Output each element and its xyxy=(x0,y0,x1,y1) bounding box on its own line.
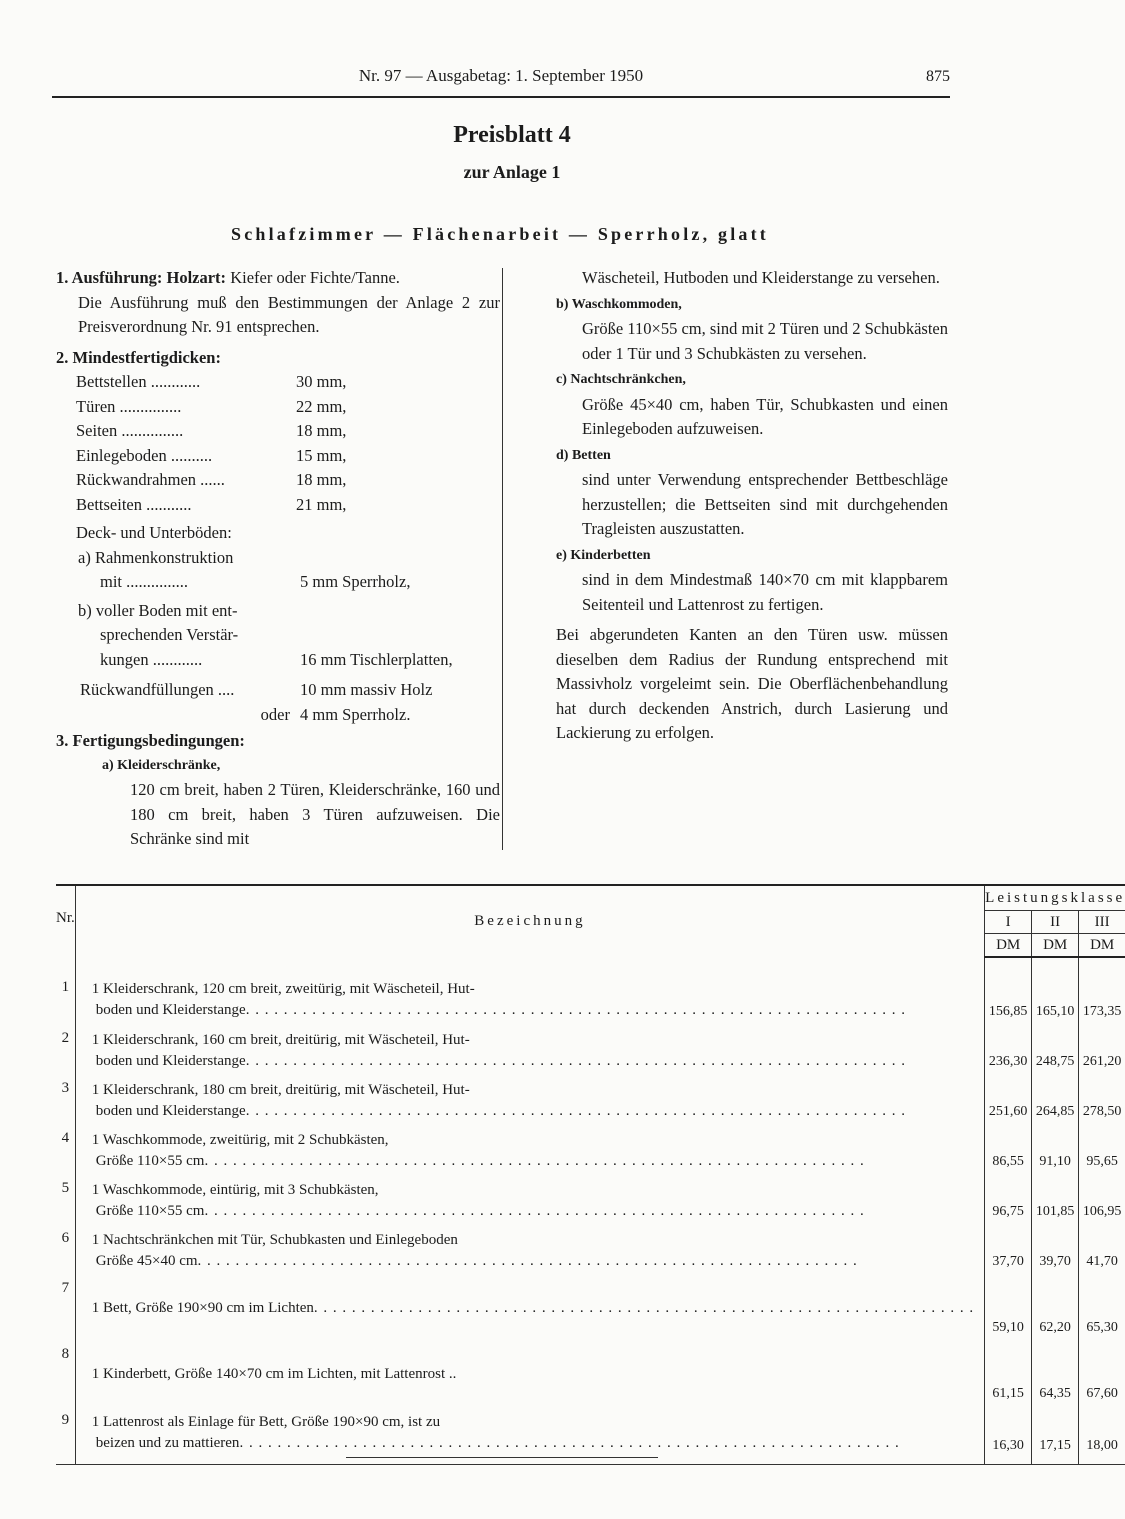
price-class-ii: 264,85 xyxy=(1032,1072,1079,1122)
description-line-2: boden und Kleiderstange xyxy=(95,1053,246,1069)
price-class-ii: 165,10 xyxy=(1032,957,1079,1022)
row-description xyxy=(75,1338,984,1404)
item-3c-text: Größe 45×40 cm, haben Tür, Schubkasten und einen Einlegeboden aufzuweisen. xyxy=(582,394,948,438)
deck-a-name: mit ............... xyxy=(100,572,189,591)
issue-info: Nr. 97 — Ausgabetag: 1. September 1950 xyxy=(358,66,644,85)
header-currency: DM xyxy=(1032,934,1079,958)
item-2-label: 2. Mindestfertigdicken: xyxy=(56,347,221,367)
description-line-1: 1 Kleiderschrank, 160 cm breit, dreitürig, mit Wäscheteil, Hut- xyxy=(91,1032,470,1048)
leader-dots xyxy=(456,1364,974,1385)
rueckwand-oder: oder xyxy=(260,704,290,724)
deck-a-value: 5 mm Sperrholz, xyxy=(300,572,411,591)
thickness-name: Bettseiten ........... xyxy=(76,494,192,514)
item-3-label: 3. Fertigungsbedingungen: xyxy=(56,731,245,750)
price-class-ii: 248,75 xyxy=(1032,1022,1079,1072)
header-class-ii: II xyxy=(1032,911,1079,934)
item-3d-label: d) Betten xyxy=(556,447,611,463)
document-subtitle: zur Anlage 1 xyxy=(463,162,561,182)
price-class-iii: 18,00 xyxy=(1079,1404,1125,1465)
rueckwand-row xyxy=(56,678,500,703)
leader-dots: . . . . . . . . . . . . . . . . . . . . . . . . . . . . . . . . . . . . . . . . . . . . . . . . . . . . . . . . . . . . . . . . . . . . . . xyxy=(245,1002,906,1018)
deck-a-line: a) Rahmenkonstruktion xyxy=(78,547,234,567)
price-class-iii: 67,60 xyxy=(1086,1386,1118,1401)
row-description xyxy=(75,1072,984,1122)
table-row xyxy=(56,1122,1125,1172)
item-3d-text: sind unter Verwendung entsprechender Bettbeschläge herzustellen; die Bettseiten sind mit durchgehenden Tragleisten auszustatten. xyxy=(582,470,948,538)
row-number: 7 xyxy=(56,1272,75,1338)
item-3a-continuation: Wäscheteil, Hutboden und Kleiderstange zu versehen. xyxy=(582,268,940,287)
price-class-i: 59,10 xyxy=(985,1272,1032,1338)
description-line-1: 1 Kleiderschrank, 180 cm breit, dreitürig, mit Wäscheteil, Hut- xyxy=(91,1082,470,1098)
thickness-value: 30 mm, xyxy=(296,372,347,391)
description-line-2: Größe 110×55 cm xyxy=(95,1203,205,1219)
item-3c-label: c) Nachtschränkchen, xyxy=(556,372,686,387)
description-line-1: 1 Waschkommode, zweitürig, mit 2 Schubkästen, xyxy=(91,1132,389,1148)
price-class-i: 86,55 xyxy=(985,1122,1032,1172)
description-line-1: 1 Kleiderschrank, 120 cm breit, zweitürig, mit Wäscheteil, Hut- xyxy=(91,981,475,997)
closing-paragraph: Bei abgerundeten Kanten an den Türen usw. müssen dieselben dem Radius der Rundung entsprechend mit Massivholz vorgeleimt sein. Die Oberflächenbehandlung hat durch deckenden Anstrich, durch Lasierung und Lackierung zu erfolgen. xyxy=(556,625,948,742)
row-description xyxy=(75,1404,984,1465)
price-class-ii: 101,85 xyxy=(1032,1172,1079,1222)
section-heading: Schlafzimmer — Flächenarbeit — Sperrholz, glatt xyxy=(231,224,769,244)
price-class-i: 61,15 xyxy=(985,1338,1032,1404)
table-row xyxy=(56,1272,1125,1338)
price-class-ii: 62,20 xyxy=(1032,1272,1079,1338)
price-class-iii: 173,35 xyxy=(1082,1004,1122,1019)
leader-dots: . . . . . . . . . . . . . . . . . . . . . . . . . . . . . . . . . . . . . . . . . . . . . . . . . . . . . . . . . . . . . . . . . . . . . . xyxy=(239,1435,900,1451)
item-3e-label: e) Kinderbetten xyxy=(556,547,651,563)
footer-rule xyxy=(346,1457,658,1458)
price-class-ii: 64,35 xyxy=(1032,1338,1079,1404)
description-line-2: beizen und zu mattieren xyxy=(95,1435,240,1451)
thickness-value: 18 mm, xyxy=(296,421,347,440)
table-row xyxy=(56,1338,1125,1404)
item-1-continuation: Die Ausführung muß den Bestimmungen der Anlage 2 zur Preisverordnung Nr. 91 entsprechen. xyxy=(78,292,500,336)
row-number: 5 xyxy=(56,1172,75,1222)
leader-dots: . . . . . . . . . . . . . . . . . . . . . . . . . . . . . . . . . . . . . . . . . . . . . . . . . . . . . . . . . . . . . . . . . . . . . . xyxy=(245,1103,906,1119)
table-row xyxy=(56,1072,1125,1122)
item-3a-text: 120 cm breit, haben 2 Türen, Kleiderschränke, 160 und 180 cm breit, haben 3 Türen aufzuweisen. Die Schränke sind mit xyxy=(130,780,500,848)
price-class-iii: 278,50 xyxy=(1082,1104,1122,1119)
description-line-1: 1 Waschkommode, eintürig, mit 3 Schubkästen, xyxy=(91,1182,379,1198)
leader-dots: . . . . . . . . . . . . . . . . . . . . . . . . . . . . . . . . . . . . . . . . . . . . . . . . . . . . . . . . . . . . . . . . . . . . . . xyxy=(204,1153,865,1169)
header-class-iii: III xyxy=(1079,911,1125,934)
description-line-1: 1 Nachtschränkchen mit Tür, Schubkasten und Einlegeboden xyxy=(91,1232,458,1248)
description-line-2: Größe 45×40 cm xyxy=(95,1253,198,1269)
leader-dots: . . . . . . . . . . . . . . . . . . . . . . . . . . . . . . . . . . . . . . . . . . . . . . . . . . . . . . . . . . . . . . . . . . . . . . xyxy=(204,1203,865,1219)
thickness-value: 22 mm, xyxy=(296,396,347,416)
description-line-2: 1 Kinderbett, Größe 140×70 cm im Lichten, mit Lattenrost .. xyxy=(91,1366,457,1382)
header-nr: Nr. xyxy=(56,885,75,957)
thickness-value: 18 mm, xyxy=(296,470,347,489)
header-currency: DM xyxy=(1079,934,1125,958)
description-line-2: Größe 110×55 cm xyxy=(95,1153,205,1169)
price-class-i: 251,60 xyxy=(985,1072,1032,1122)
thickness-list xyxy=(56,370,500,517)
rueckwand-name: Rückwandfüllungen .... xyxy=(80,680,235,699)
header-bezeichnung: Bezeichnung xyxy=(75,885,984,957)
deck-option-b xyxy=(56,599,500,673)
description-line-2: boden und Kleiderstange xyxy=(95,1103,246,1119)
thickness-row xyxy=(56,493,500,518)
page-number: 875 xyxy=(926,68,950,85)
thickness-row xyxy=(56,468,500,493)
row-number: 6 xyxy=(56,1222,75,1272)
item-3b-label: b) Waschkommoden, xyxy=(556,296,682,312)
left-column xyxy=(56,266,500,852)
thickness-name: Bettstellen ............ xyxy=(76,372,201,391)
table-row xyxy=(56,1172,1125,1222)
row-number: 4 xyxy=(56,1122,75,1172)
row-number: 1 xyxy=(56,957,75,1022)
row-description xyxy=(75,1222,984,1272)
thickness-name: Rückwandrahmen ...... xyxy=(76,470,225,489)
price-class-i: 156,85 xyxy=(985,957,1032,1022)
table-row xyxy=(56,1022,1125,1072)
leader-dots: . . . . . . . . . . . . . . . . . . . . . . . . . . . . . . . . . . . . . . . . . . . . . . . . . . . . . . . . . . . . . . . . . . . . . . xyxy=(313,1300,975,1316)
table-row xyxy=(56,1222,1125,1272)
thickness-value: 15 mm, xyxy=(296,445,347,465)
description-line-2: 1 Bett, Größe 190×90 cm im Lichten xyxy=(91,1300,314,1316)
row-number: 3 xyxy=(56,1072,75,1122)
thickness-row xyxy=(56,444,500,469)
item-1-label: 1. Ausführung: Holzart: xyxy=(56,268,227,287)
row-description xyxy=(75,1122,984,1172)
item-1 xyxy=(56,266,500,291)
rueckwand-row-2 xyxy=(56,703,500,728)
price-class-iii: 261,20 xyxy=(1082,1054,1122,1069)
price-class-i: 37,70 xyxy=(985,1222,1032,1272)
header-leistungsklasse: Leistungsklasse xyxy=(985,885,1125,911)
table-row xyxy=(56,1404,1125,1465)
row-number: 9 xyxy=(56,1404,75,1465)
price-class-i: 236,30 xyxy=(985,1022,1032,1072)
header-currency: DM xyxy=(985,934,1032,958)
description-line-2: boden und Kleiderstange xyxy=(95,1002,246,1018)
price-class-iii: 65,30 xyxy=(1086,1320,1118,1335)
price-class-ii: 91,10 xyxy=(1032,1122,1079,1172)
leader-dots: . . . . . . . . . . . . . . . . . . . . . . . . . . . . . . . . . . . . . . . . . . . . . . . . . . . . . . . . . . . . . . . . . . . . . . xyxy=(245,1053,906,1069)
row-description xyxy=(75,1022,984,1072)
row-number: 2 xyxy=(56,1022,75,1072)
item-3b-text: Größe 110×55 cm, sind mit 2 Türen und 2 Schubkästen oder 1 Tür und 3 Schubkästen zu versehen. xyxy=(582,319,948,363)
deck-b-value: 16 mm Tischlerplatten, xyxy=(300,649,453,669)
page-header xyxy=(52,66,950,98)
price-class-iii: 106,95 xyxy=(1082,1204,1122,1219)
column-divider xyxy=(502,268,503,850)
thickness-name: Seiten ............... xyxy=(76,421,184,440)
price-class-i: 96,75 xyxy=(985,1172,1032,1222)
deck-b-line: b) voller Boden mit ent- xyxy=(78,600,238,620)
price-table-body xyxy=(56,957,1125,1465)
deck-label: Deck- und Unterböden: xyxy=(76,523,232,542)
thickness-row xyxy=(56,370,500,395)
price-class-ii: 39,70 xyxy=(1032,1222,1079,1272)
price-class-ii: 17,15 xyxy=(1032,1404,1079,1465)
rueckwand-value-2: 4 mm Sperrholz. xyxy=(300,704,411,724)
description-line-1: 1 Lattenrost als Einlage für Bett, Größe 190×90 cm, ist zu xyxy=(91,1414,441,1430)
right-column xyxy=(556,266,948,746)
thickness-row xyxy=(56,419,500,444)
row-number: 8 xyxy=(56,1338,75,1404)
row-description xyxy=(75,1272,984,1338)
deck-b-line: sprechenden Verstär- xyxy=(100,625,239,644)
price-class-iii: 95,65 xyxy=(1086,1154,1118,1169)
row-description xyxy=(75,1172,984,1222)
thickness-row xyxy=(56,395,500,420)
leader-dots: . . . . . . . . . . . . . . . . . . . . . . . . . . . . . . . . . . . . . . . . . . . . . . . . . . . . . . . . . . . . . . . . . . . . . . xyxy=(197,1253,858,1269)
price-class-iii: 41,70 xyxy=(1086,1254,1118,1269)
price-table xyxy=(56,884,1125,1465)
thickness-value: 21 mm, xyxy=(296,494,347,514)
price-class-i: 16,30 xyxy=(985,1404,1032,1465)
rueckwand-value: 10 mm massiv Holz xyxy=(300,680,433,699)
item-3a-label: a) Kleiderschränke, xyxy=(102,757,221,773)
thickness-name: Türen ............... xyxy=(76,396,182,416)
item-3e-text: sind in dem Mindestmaß 140×70 cm mit klappbarem Seitenteil und Lattenrost zu fertigen. xyxy=(582,570,948,614)
item-1-text: Kiefer oder Fichte/Tanne. xyxy=(226,268,400,287)
table-row xyxy=(56,957,1125,1022)
header-class-i: I xyxy=(985,911,1032,934)
document-title: Preisblatt 4 xyxy=(453,122,571,148)
row-description xyxy=(75,957,984,1022)
deck-b-name: kungen ............ xyxy=(100,649,203,669)
thickness-name: Einlegeboden .......... xyxy=(76,445,213,465)
deck-option-a xyxy=(56,546,500,595)
